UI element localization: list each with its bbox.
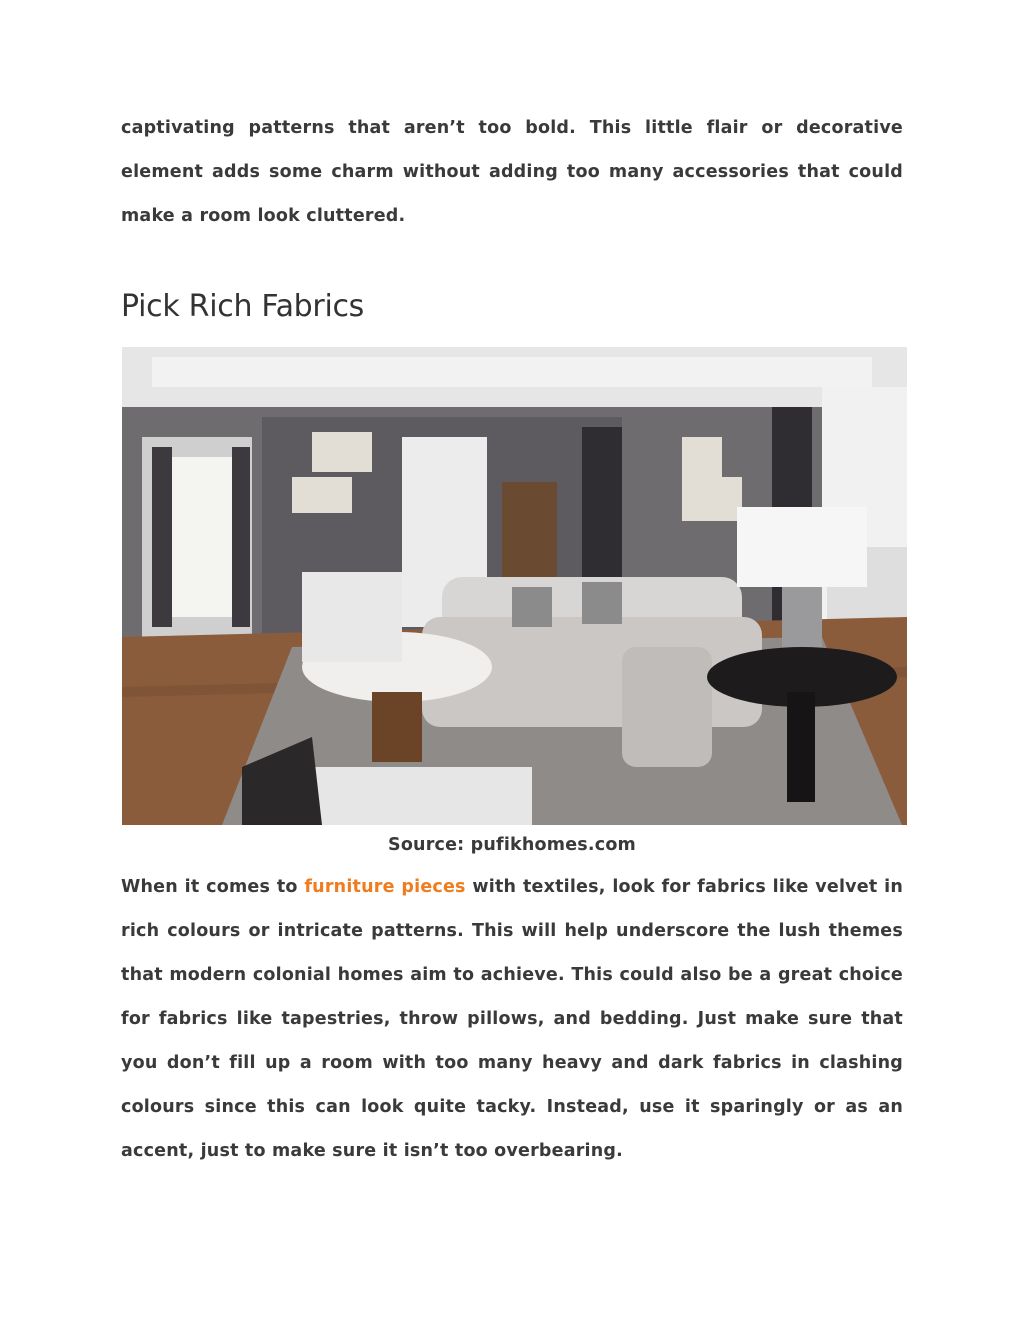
body-text-start: When it comes to <box>121 877 305 897</box>
document-page <box>121 106 903 1173</box>
body-paragraph <box>121 865 903 1173</box>
furniture-pieces-link[interactable]: furniture pieces <box>304 877 466 897</box>
living-room-photo <box>122 347 907 825</box>
image-caption: Source: pufikhomes.com <box>388 835 636 855</box>
intro-paragraph: captivating patterns that aren’t too bold. This little flair or decorative element adds some charm without adding too many accessories that could make a room look cluttered. <box>121 118 903 226</box>
section-heading: Pick Rich Fabrics <box>121 289 365 324</box>
body-text-rest: with textiles, look for fabrics like velvet in rich colours or intricate patterns. This will help underscore the lush themes that modern colonial homes aim to achieve. This could also be a great choice for fabrics like tapestries, throw pillows, and bedding. Just make sure that you don’t fill up a room with too many heavy and dark fabrics in clashing colours since this can look quite tacky. Instead, use it sparingly or as an accent, just to make sure it isn’t too overbearing. <box>121 877 903 1161</box>
